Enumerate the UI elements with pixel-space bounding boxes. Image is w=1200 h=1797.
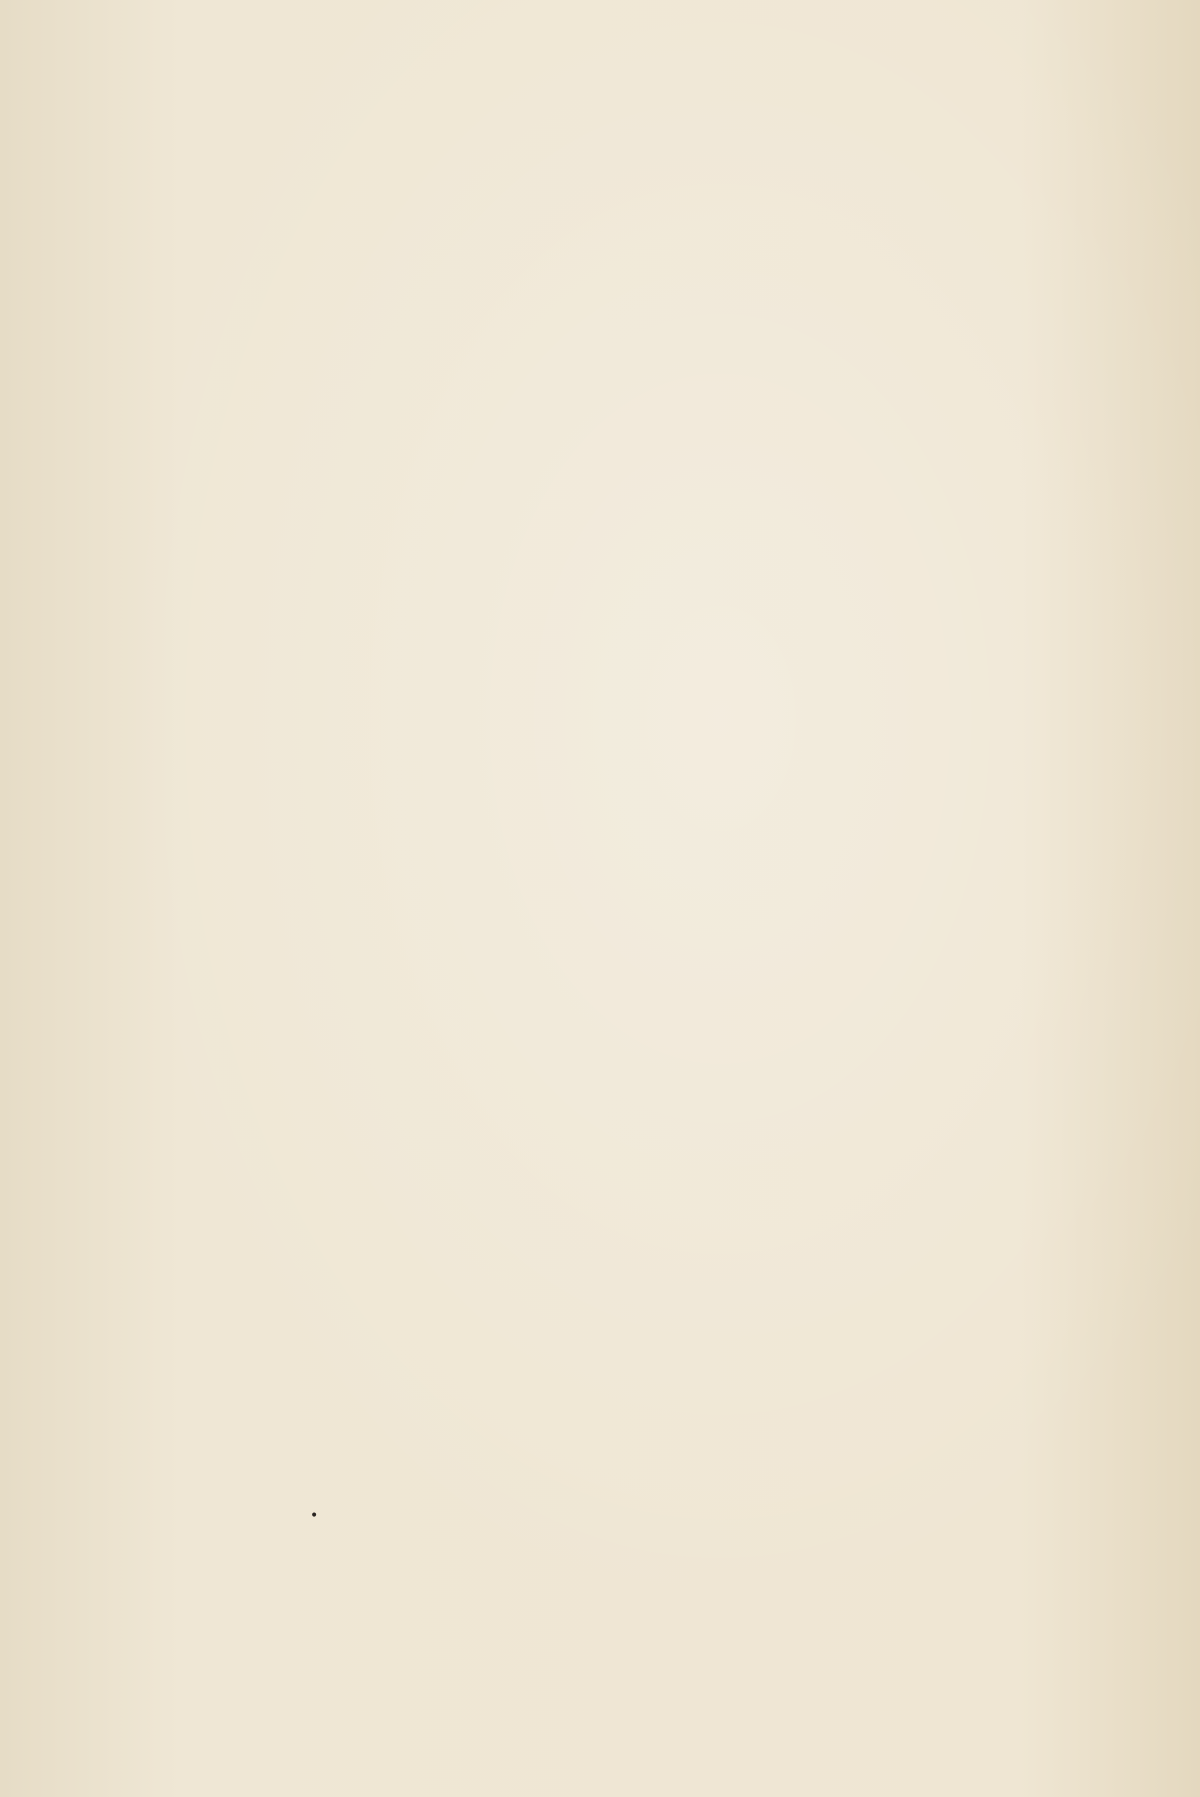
foot-mark: • bbox=[310, 1508, 319, 1524]
